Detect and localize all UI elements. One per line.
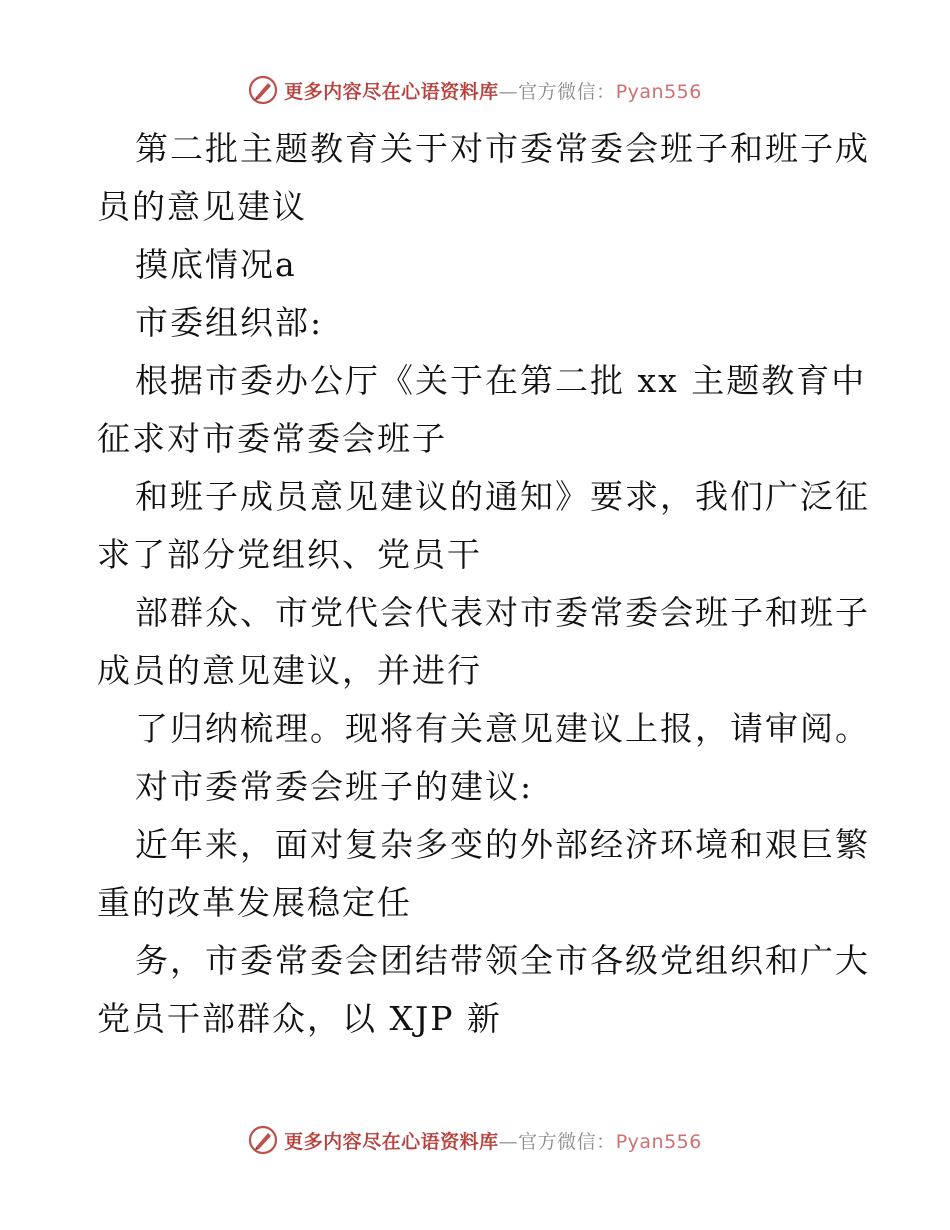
watermark-header	[0, 70, 950, 110]
watermark-wechat-id: Pyan556	[615, 1130, 702, 1153]
document-line: 征求对市委常委会班子	[97, 419, 447, 458]
watermark-text	[284, 77, 702, 104]
watermark-brand: 更多内容尽在心语资料库	[284, 80, 499, 103]
watermark-footer	[0, 1120, 950, 1160]
document-line: 成员的意见建议，并进行	[97, 651, 482, 690]
watermark-official-label: 官方微信：	[518, 80, 616, 103]
document-line: 部群众、市党代会代表对市委常委会班子和班子	[135, 593, 870, 632]
document-line: 第二批主题教育关于对市委常委会班子和班子成	[135, 129, 870, 168]
watermark-official-label: 官方微信：	[518, 1130, 616, 1153]
document-line: 摸底情况a	[135, 245, 297, 284]
watermark-dash: —	[498, 80, 519, 103]
document-line: 和班子成员意见建议的通知》要求，我们广泛征	[135, 477, 870, 516]
document-line: 员的意见建议	[97, 187, 307, 226]
document-line: 市委组织部:	[135, 303, 324, 342]
document-line: 党员干部群众，以 XJP 新	[97, 999, 502, 1038]
document-body	[97, 120, 870, 1048]
watermark-brand: 更多内容尽在心语资料库	[284, 1130, 499, 1153]
document-line: 求了部分党组织、党员干	[97, 535, 482, 574]
watermark-wechat-id: Pyan556	[615, 80, 702, 103]
document-line: 对市委常委会班子的建议:	[135, 767, 534, 806]
watermark-text	[284, 1127, 702, 1154]
pen-circle-logo-icon	[248, 75, 278, 105]
document-line: 务，市委常委会团结带领全市各级党组织和广大	[135, 941, 870, 980]
document-line: 了归纳梳理。现将有关意见建议上报，请审阅。	[135, 709, 870, 748]
document-line: 根据市委办公厅《关于在第二批 xx 主题教育中	[135, 361, 867, 400]
document-line: 近年来，面对复杂多变的外部经济环境和艰巨繁	[135, 825, 870, 864]
pen-circle-logo-icon	[248, 1125, 278, 1155]
watermark-dash: —	[498, 1130, 519, 1153]
document-line: 重的改革发展稳定任	[97, 883, 412, 922]
